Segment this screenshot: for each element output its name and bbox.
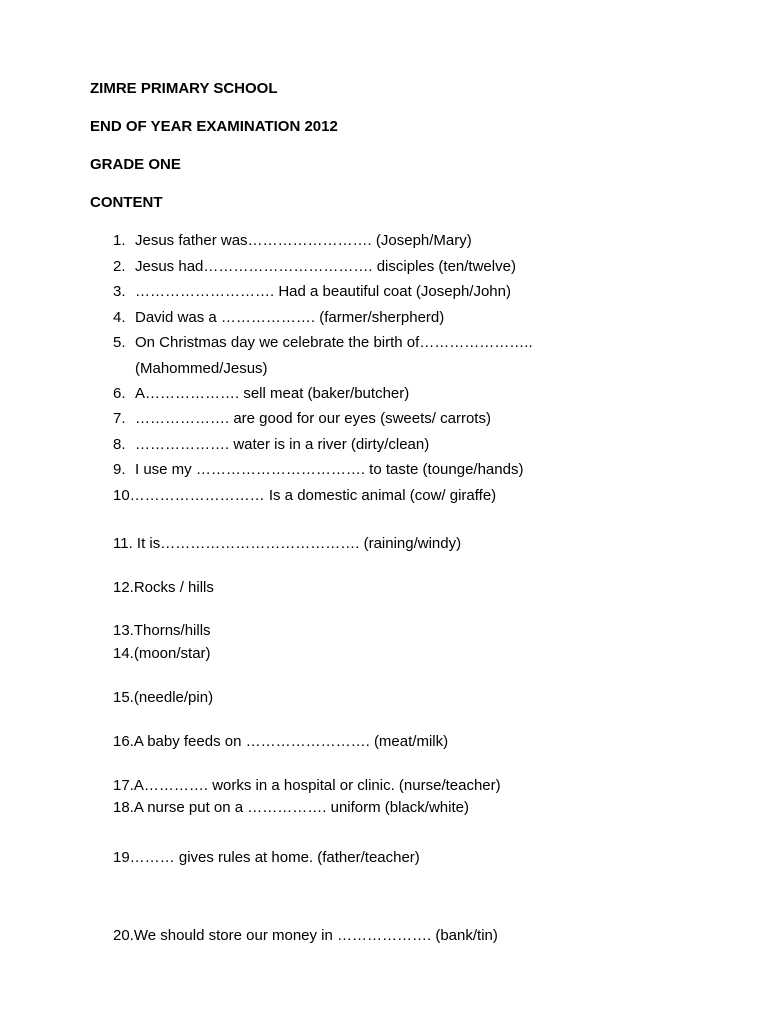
- question-17: 17.A…………. works in a hospital or clinic. (nurse/teacher): [113, 777, 501, 794]
- exam-title: END OF YEAR EXAMINATION 2012: [90, 118, 338, 135]
- question-5: [113, 334, 533, 352]
- question-text: Jesus father was……………………. (Joseph/Mary): [135, 232, 472, 249]
- question-11: 11. It is…………………………………. (raining/windy): [113, 535, 462, 552]
- question-text: I use my ……………………………. to taste (tounge/hands): [135, 461, 524, 478]
- question-4: [113, 309, 444, 327]
- question-number: 3.: [113, 283, 126, 300]
- question-number: 9.: [113, 461, 126, 478]
- grade-label: GRADE ONE: [90, 156, 181, 173]
- question-text: A………………. sell meat (baker/butcher): [135, 385, 410, 402]
- question-9: [113, 461, 523, 479]
- question-number: 2.: [113, 258, 126, 275]
- question-number: 7.: [113, 410, 126, 427]
- question-1: [113, 232, 472, 250]
- question-12: 12.Rocks / hills: [113, 579, 214, 596]
- question-16: 16.A baby feeds on ……………………. (meat/milk): [113, 733, 449, 750]
- question-3: [113, 283, 511, 301]
- question-number: 8.: [113, 436, 126, 453]
- question-number: 5.: [113, 334, 126, 351]
- question-number: 6.: [113, 385, 126, 402]
- question-text: On Christmas day we celebrate the birth of…………………..: [135, 334, 533, 351]
- question-14: 14.(moon/star): [113, 645, 211, 662]
- question-text: ………………. are good for our eyes (sweets/ carrots): [135, 410, 491, 427]
- question-19: 19……… gives rules at home. (father/teacher): [113, 849, 420, 866]
- question-number: 1.: [113, 232, 126, 249]
- question-text: ………………………. Had a beautiful coat (Joseph/John): [135, 283, 511, 300]
- question-text: David was a ………………. (farmer/sherpherd): [135, 309, 445, 326]
- question-18: 18.A nurse put on a ……………. uniform (black/white): [113, 799, 469, 816]
- question-6: [113, 385, 409, 403]
- question-10: 10……………………… Is a domestic animal (cow/ giraffe): [113, 487, 497, 504]
- question-text: Jesus had……………………………. disciples (ten/twelve): [135, 258, 516, 275]
- question-8: [113, 436, 429, 454]
- question-20: 20.We should store our money in ………………. (bank/tin): [113, 927, 498, 944]
- question-number: 4.: [113, 309, 126, 326]
- question-5-continuation: (Mahommed/Jesus): [135, 360, 268, 377]
- question-13: 13.Thorns/hills: [113, 622, 211, 639]
- school-name: ZIMRE PRIMARY SCHOOL: [90, 80, 278, 97]
- question-2: [113, 258, 516, 276]
- question-7: [113, 410, 491, 428]
- question-15: 15.(needle/pin): [113, 689, 214, 706]
- question-text: ………………. water is in a river (dirty/clean): [135, 436, 430, 453]
- subject-label: CONTENT: [90, 194, 163, 211]
